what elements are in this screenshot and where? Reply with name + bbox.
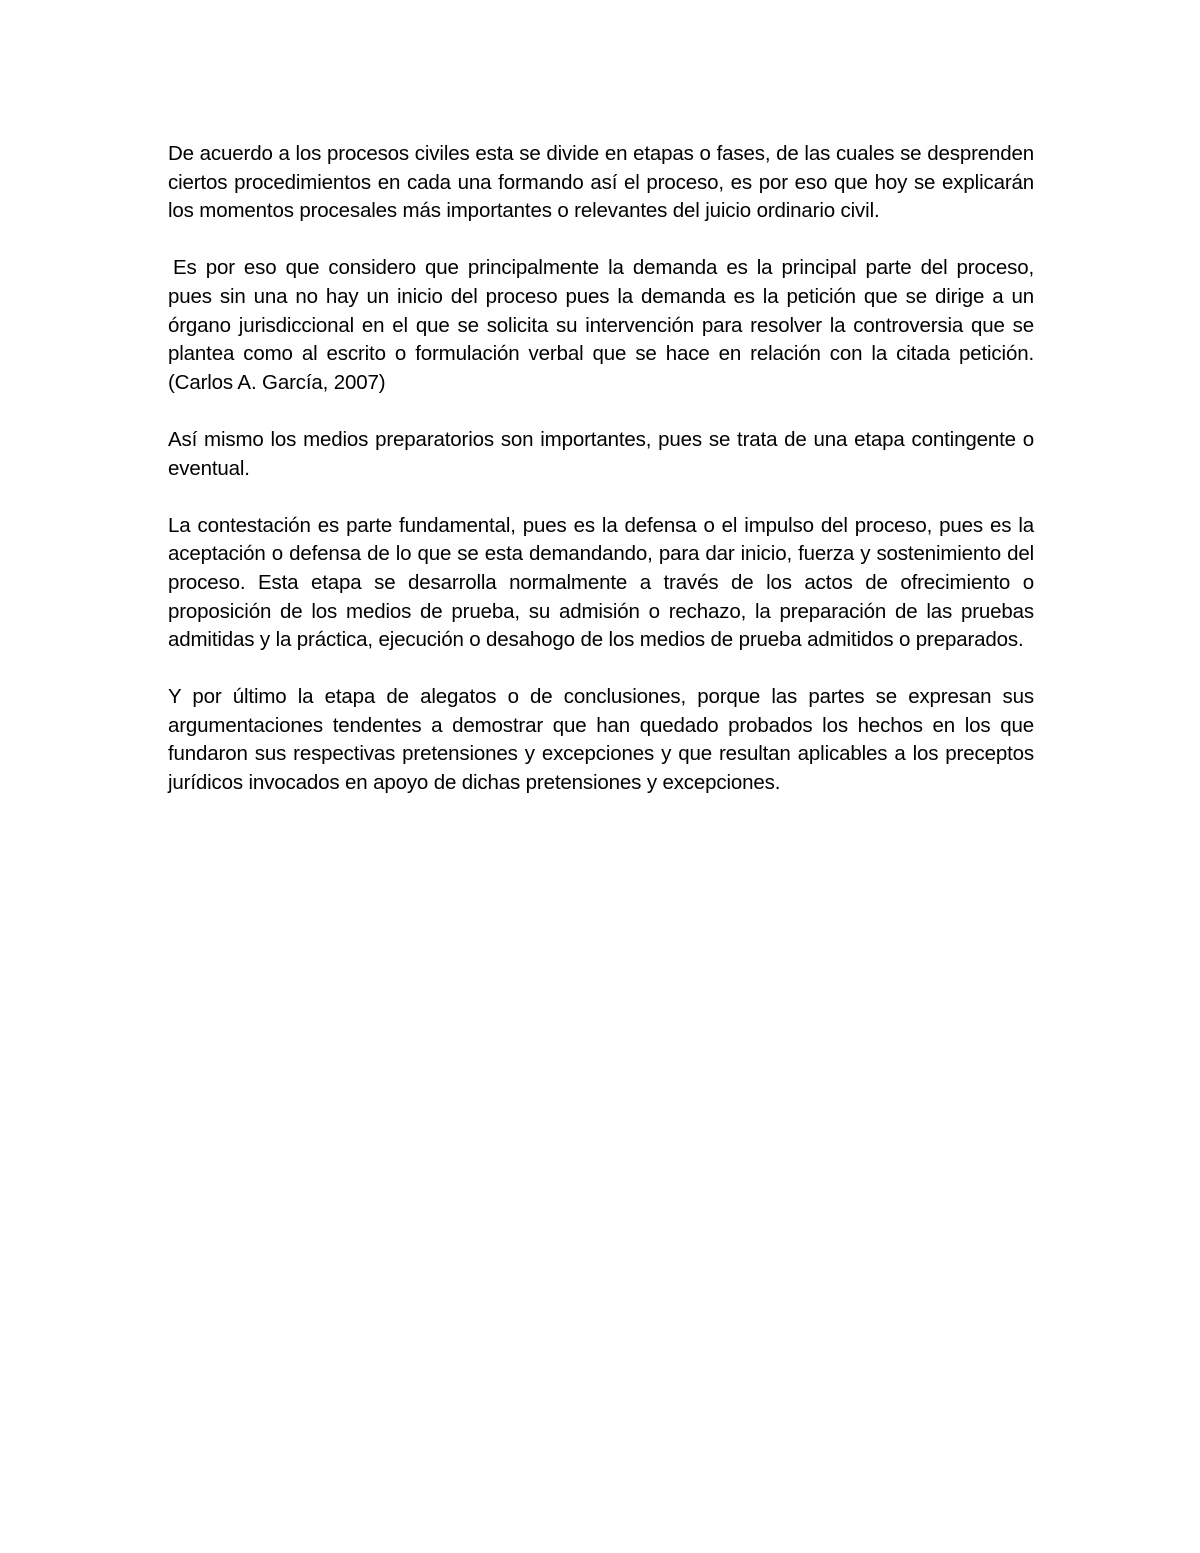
document-body (168, 140, 1034, 826)
paragraph-2: Es por eso que considero que principalmente la demanda es la principal parte del proceso, pues sin una no hay un inicio del proceso pues la demanda es la petición que se dirige a un órgano jurisdiccional en el que se solicita su intervención para resolver la controversia que se plantea como al escrito o formulación verbal que se hace en relación con la citada petición. (Carlos A. García, 2007) (168, 256, 1034, 394)
paragraph-1: De acuerdo a los procesos civiles esta se divide en etapas o fases, de las cuales se desprenden ciertos procedimientos en cada una formando así el proceso, es por eso que hoy se explicarán los momentos procesales más importantes o relevantes del juicio ordinario civil. (168, 142, 1034, 223)
paragraph-4: La contestación es parte fundamental, pues es la defensa o el impulso del proceso, pues es la aceptación o defensa de lo que se esta demandando, para dar inicio, fuerza y sostenimiento del proceso. Esta etapa se desarrolla normalmente a través de los actos de ofrecimiento o proposición de los medios de prueba, su admisión o rechazo, la preparación de las pruebas admitidas y la práctica, ejecución o desahogo de los medios de prueba admitidos o preparados. (168, 513, 1034, 652)
paragraph-3: Así mismo los medios preparatorios son importantes, pues se trata de una etapa contingente o eventual. (168, 427, 1034, 480)
paragraph-5: Y por último la etapa de alegatos o de conclusiones, porque las partes se expresan sus argumentaciones tendentes a demostrar que han quedado probados los hechos en los que fundaron sus respectivas pretensiones y excepciones y que resultan aplicables a los preceptos jurídicos invocados en apoyo de dichas pretensiones y excepciones. (168, 685, 1034, 795)
